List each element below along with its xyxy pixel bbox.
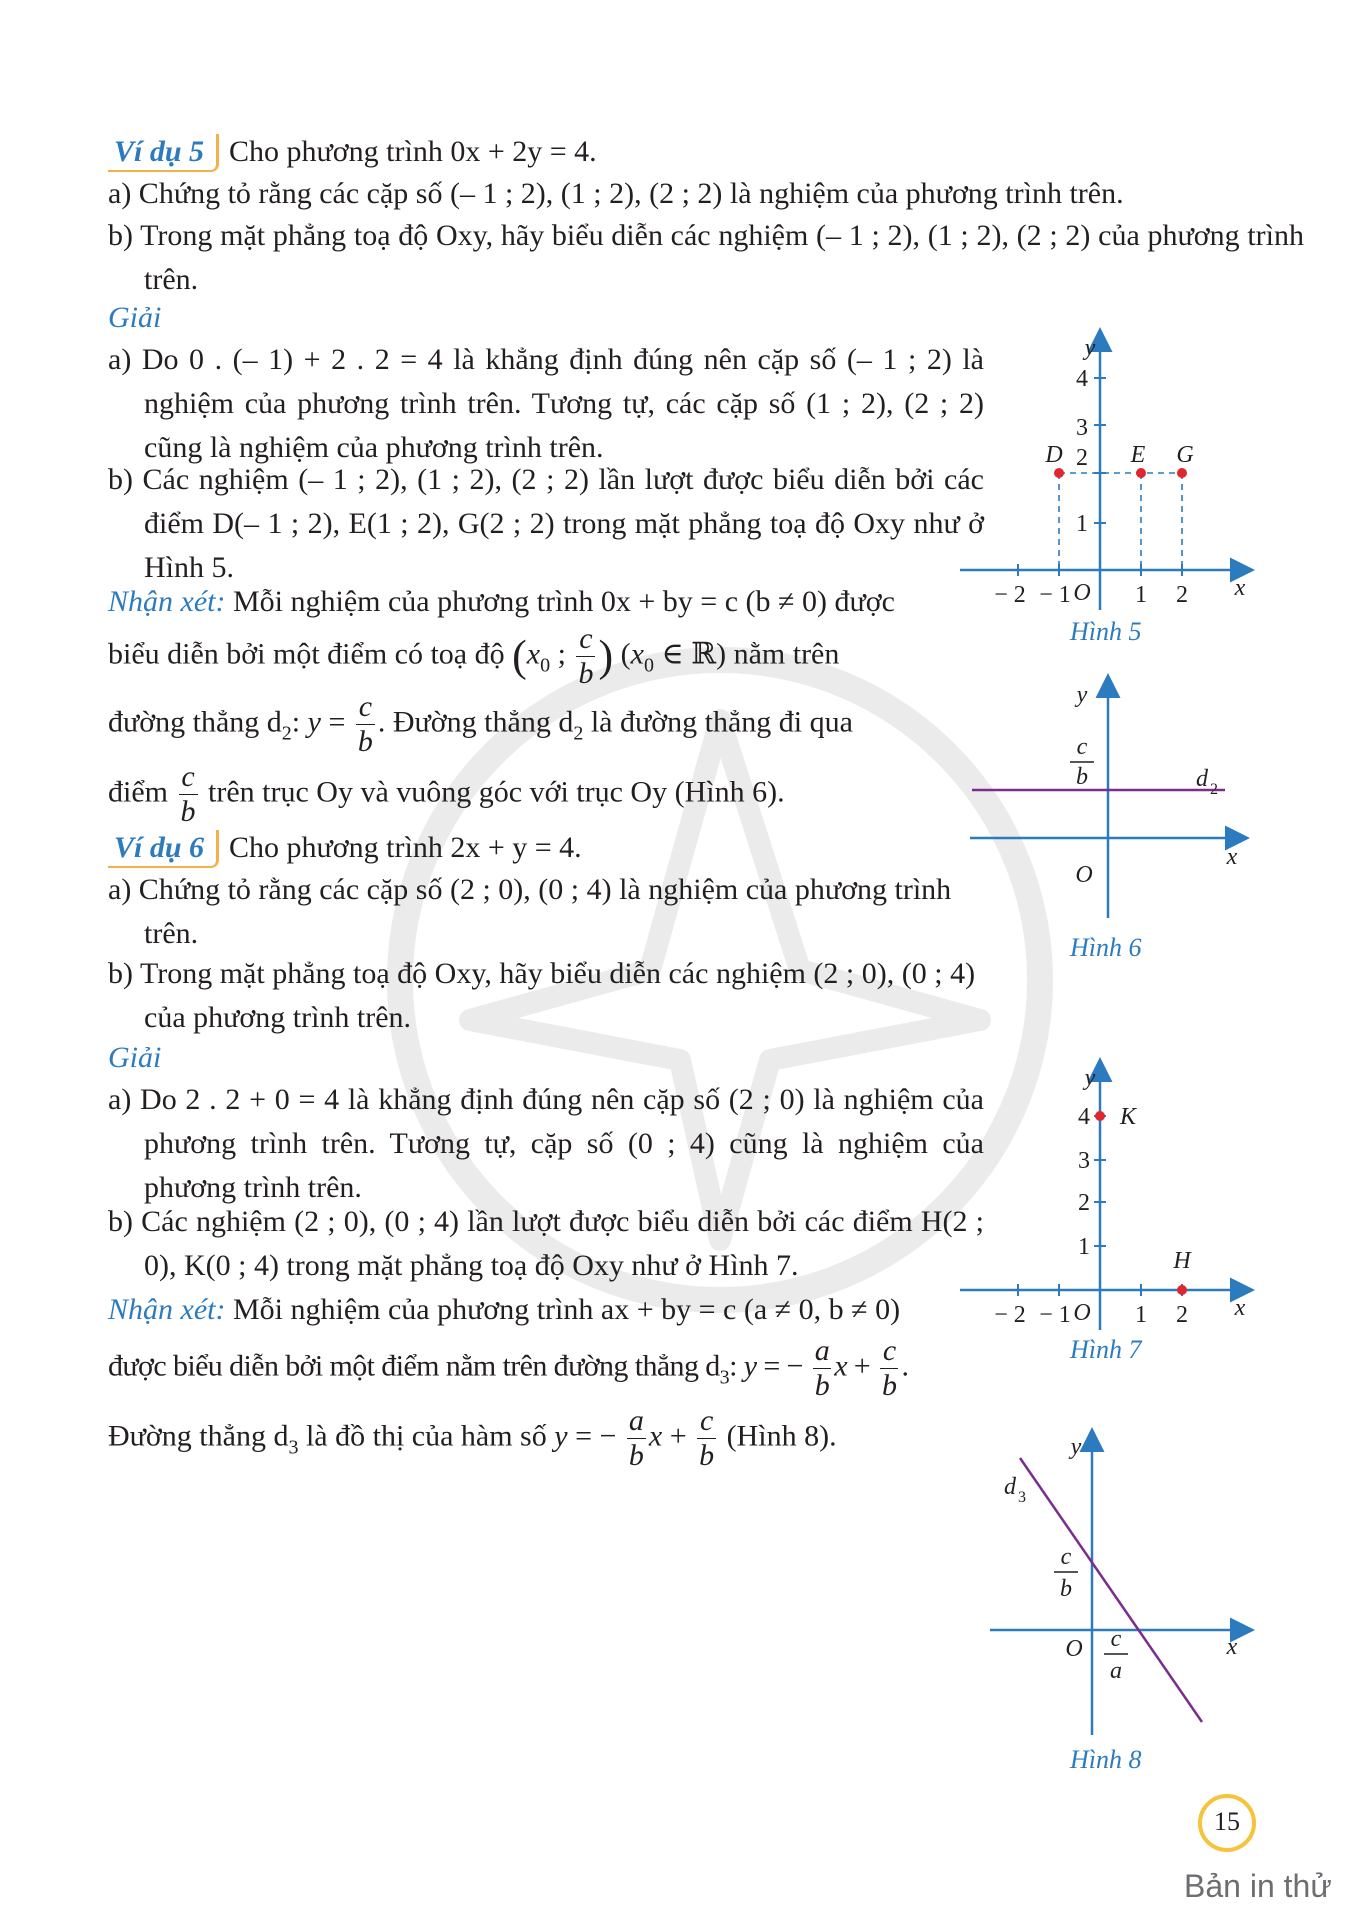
example-6-statement: Cho phương trình 2x + y = 4. (229, 831, 582, 864)
fraction-c-over-b: $\frac{c}{b}$ (578, 622, 594, 690)
note-2-label: Nhận xét: (108, 1293, 226, 1326)
page-number: 15 (1198, 1794, 1256, 1852)
note-2-text-3c: (Hình 8). (726, 1419, 837, 1453)
note-2-text-3a: Đường thẳng d (108, 1419, 289, 1453)
svg-text:a: a (1110, 1658, 1122, 1684)
note-1-line-4 (108, 760, 948, 829)
coordinate-expression: ( (512, 631, 527, 681)
svg-text:y: y (1084, 335, 1096, 361)
point-H (1177, 1285, 1187, 1295)
note-1-text-4a: điểm (108, 775, 168, 809)
note-1-text-1: Mỗi nghiệm của phương trình 0x + by = c (b ≠ 0) được (232, 585, 895, 618)
fraction-c-over-b: $\frac{c}{b}$ (180, 760, 196, 828)
example-6-solution-a: a) Do 2 . 2 + 0 = 4 là khẳng định đúng nên cặp số (2 ; 0) là nghiệm của phương trình trên. Tương tự, cặp số (0 ; 4) cũng là nghiệm của phương trình trên. (108, 1083, 984, 1204)
svg-text:2: 2 (1076, 445, 1088, 471)
note-2-line-3: Đường thẳng $d_3$ là đồ thị của hàm số y = − $\frac{a}{b}$ x + $\frac{c}{b}$ (Hình 8). (108, 1404, 837, 1472)
svg-text:O: O (1073, 580, 1091, 606)
note-1-text-3a: đường thẳng d (108, 705, 282, 739)
example-5-statement: Cho phương trình 0x + 2y = 4. (229, 135, 597, 168)
svg-text:3: 3 (1076, 415, 1088, 441)
note-1-text-4b: trên trục Oy và vuông góc với trục Oy (Hình 6). (208, 775, 785, 809)
figure-6-caption: Hình 6 (1070, 933, 1142, 962)
svg-text:2: 2 (1210, 781, 1218, 798)
svg-text:H: H (1173, 1248, 1191, 1274)
fraction-c-over-b: $\frac{c}{b}$ (357, 690, 373, 758)
svg-text:1: 1 (1076, 511, 1088, 537)
svg-text:E: E (1130, 442, 1146, 468)
svg-text:O: O (1075, 862, 1093, 888)
note-1-text-3c: là đường thẳng đi qua (590, 705, 853, 739)
svg-text:x: x (1234, 1295, 1246, 1321)
svg-text:3: 3 (1078, 1148, 1090, 1174)
fraction-c-over-b: $\frac{c}{b}$ (699, 1404, 715, 1472)
example-6-part-b: b) Trong mặt phẳng toạ độ Oxy, hãy biểu diễn các nghiệm (2 ; 0), (0 ; 4) của phương trình trên. (108, 957, 976, 1034)
svg-text:3: 3 (1018, 1489, 1026, 1506)
figure-8-caption: Hình 8 (1070, 1745, 1142, 1774)
example-5-solution-b: b) Các nghiệm (– 1 ; 2), (1 ; 2), (2 ; 2) lần lượt được biểu diễn bởi các điểm D(– 1 ; 2), E(1 ; 2), G(2 ; 2) trong mặt phẳng toạ độ Oxy như ở Hình 5. (108, 463, 984, 584)
fraction-c-over-b: $\frac{c}{b}$ (882, 1334, 897, 1402)
svg-text:d: d (1196, 766, 1208, 792)
svg-text:c: c (1110, 1626, 1122, 1652)
point-K (1095, 1111, 1105, 1121)
figure-7-graph (960, 1050, 1260, 1340)
svg-text:b: b (1060, 1576, 1072, 1602)
figure-5-caption: Hình 5 (1070, 617, 1142, 646)
svg-text:K: K (1119, 1104, 1137, 1130)
svg-text:− 1: − 1 (1039, 1302, 1071, 1328)
example-5-part-b: b) Trong mặt phẳng toạ độ Oxy, hãy biểu diễn các nghiệm (– 1 ; 2), (1 ; 2), (2 ; 2) của phương trình trên. (108, 219, 1304, 296)
note-2-text-1: Mỗi nghiệm của phương trình ax + by = c (a ≠ 0, b ≠ 0) (232, 1293, 901, 1326)
note-1-line-3: đường thẳng $d_2$: y = $\frac{c}{b}$ . Đường thẳng $d_2$ là đường thẳng đi qua (108, 690, 853, 758)
note-1-line-2: biểu diễn bởi một điểm có toạ độ ($x_0$ ; $\frac{c}{b}$ ) ($x_0$ ∈ ℝ) nằm trên (108, 622, 840, 690)
svg-text:1: 1 (1078, 1234, 1090, 1260)
svg-text:d: d (1004, 1474, 1016, 1500)
svg-text:c: c (1076, 734, 1088, 760)
figure-6-graph (960, 660, 1260, 930)
note-2-text-2: được biểu diễn bởi một điểm nằm trên đường thẳng d (108, 1349, 720, 1383)
svg-text:x: x (1226, 844, 1238, 870)
note-2-line-2: được biểu diễn bởi một điểm nằm trên đường thẳng $d_3$: y = − $\frac{a}{b}$ x + $\frac{c}{b}$ . (108, 1334, 909, 1402)
svg-text:2: 2 (1176, 582, 1188, 608)
point-G (1177, 468, 1187, 478)
svg-text:c: c (1060, 1544, 1072, 1570)
svg-text:− 2: − 2 (994, 1302, 1026, 1328)
svg-text:b: b (1076, 764, 1088, 790)
svg-text:− 1: − 1 (1039, 582, 1071, 608)
example-6-tag: Ví dụ 6 (108, 830, 219, 868)
note-1-text-2b: nằm trên (733, 637, 840, 671)
svg-text:x: x (1226, 1634, 1238, 1660)
example-6-solution-label: Giải (108, 1041, 162, 1074)
svg-text:G: G (1176, 442, 1194, 468)
example-5-part-a: a) Chứng tỏ rằng các cặp số (– 1 ; 2), (1 ; 2), (2 ; 2) là nghiệm của phương trình trên. (108, 177, 1124, 210)
svg-text:x: x (1234, 575, 1246, 601)
note-1-text-2a: biểu diễn bởi một điểm có toạ độ (108, 637, 505, 671)
svg-text:y: y (1084, 1065, 1096, 1091)
svg-text:− 2: − 2 (994, 582, 1026, 608)
svg-text:4: 4 (1078, 1104, 1090, 1130)
example-6-intro (108, 826, 948, 870)
point-E (1136, 468, 1146, 478)
svg-text:D: D (1045, 442, 1063, 468)
note-2-text-3b: là đồ thị của hàm số (305, 1419, 547, 1453)
svg-text:2: 2 (1078, 1190, 1090, 1216)
draft-print-label: Bản in thử (1184, 1868, 1332, 1904)
figure-8-graph (980, 1410, 1260, 1740)
svg-text:2: 2 (1176, 1302, 1188, 1328)
svg-text:y: y (1070, 1434, 1082, 1460)
note-1-label: Nhận xét: (108, 585, 226, 618)
svg-text:1: 1 (1135, 1302, 1147, 1328)
point-D (1054, 468, 1064, 478)
example-5-solution-a: a) Do 0 . (– 1) + 2 . 2 = 4 là khẳng định đúng nên cặp số (– 1 ; 2) là nghiệm của phương trình trên. Tương tự, các cặp số (1 ; 2), (2 ; 2) cũng là nghiệm của phương trình trên. (108, 343, 984, 464)
example-5-intro (108, 130, 1268, 174)
example-6-solution-b: b) Các nghiệm (2 ; 0), (0 ; 4) lần lượt được biểu diễn bởi các điểm H(2 ; 0), K(0 ; 4) trong mặt phẳng toạ độ Oxy như ở Hình 7. (108, 1205, 984, 1282)
note-2-line-1 (108, 1288, 948, 1332)
figure-7-caption: Hình 7 (1070, 1335, 1142, 1364)
example-5-tag: Ví dụ 5 (108, 134, 219, 172)
svg-text:4: 4 (1076, 366, 1088, 392)
svg-text:y: y (1076, 682, 1088, 708)
note-1-line-1 (108, 580, 948, 624)
fraction-a-over-b: $\frac{a}{b}$ (814, 1334, 830, 1402)
note-1-text-3b: . Đường thẳng d (377, 705, 574, 739)
svg-text:O: O (1073, 1300, 1091, 1326)
svg-text:1: 1 (1135, 582, 1147, 608)
example-6-part-a: a) Chứng tỏ rằng các cặp số (2 ; 0), (0 ; 4) là nghiệm của phương trình trên. (108, 873, 952, 950)
example-5-solution-label: Giải (108, 301, 162, 334)
svg-text:O: O (1065, 1636, 1083, 1662)
fraction-a-over-b: $\frac{a}{b}$ (628, 1404, 644, 1472)
figure-5-graph (960, 320, 1260, 620)
